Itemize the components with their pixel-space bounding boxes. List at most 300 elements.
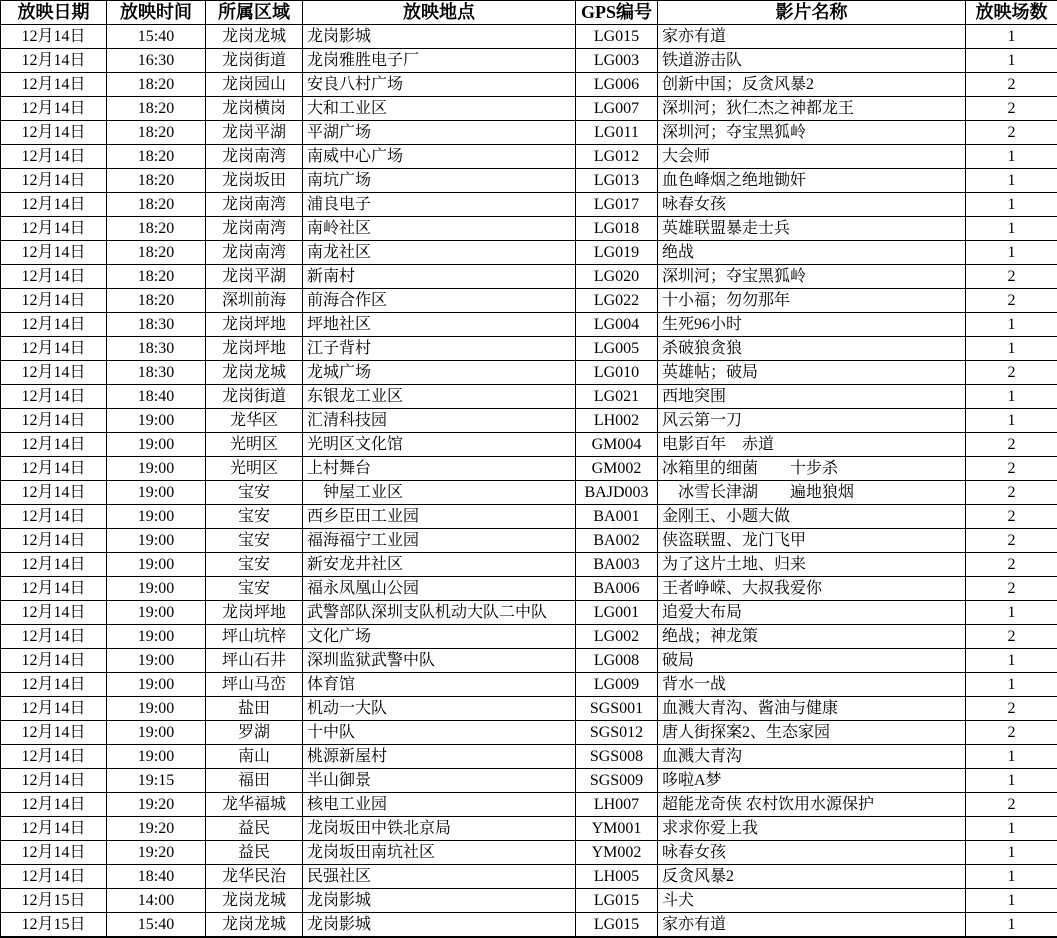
cell-gps-code: LG020 (576, 265, 658, 289)
table-row (1, 49, 1057, 73)
cell-district: 宝安 (206, 553, 303, 577)
cell-district: 龙华福城 (206, 793, 303, 817)
cell-show-count: 2 (966, 265, 1057, 289)
cell-film-title: 深圳河；夺宝黑狐岭 (658, 265, 966, 289)
cell-show-count: 1 (966, 649, 1057, 673)
cell-district: 龙岗龙城 (206, 913, 303, 938)
cell-district: 龙岗龙城 (206, 361, 303, 385)
cell-film-title: 绝战 (658, 241, 966, 265)
cell-location: 西乡臣田工业园 (303, 505, 576, 529)
cell-location: 龙岗坂田中铁北京局 (303, 817, 576, 841)
cell-date: 12月14日 (1, 553, 107, 577)
cell-film-title: 电影百年 赤道 (658, 433, 966, 457)
cell-location: 浦良电子 (303, 193, 576, 217)
cell-date: 12月14日 (1, 409, 107, 433)
table-row (1, 145, 1057, 169)
cell-film-title: 为了这片土地、归来 (658, 553, 966, 577)
cell-film-title: 冰箱里的细菌 十步杀 (658, 457, 966, 481)
table-row (1, 241, 1057, 265)
cell-film-title: 英雄帖；破局 (658, 361, 966, 385)
cell-date: 12月14日 (1, 769, 107, 793)
cell-district: 深圳前海 (206, 289, 303, 313)
cell-show-count: 1 (966, 385, 1057, 409)
cell-gps-code: LG021 (576, 385, 658, 409)
table-row (1, 553, 1057, 577)
cell-location: 南坑广场 (303, 169, 576, 193)
table-row (1, 337, 1057, 361)
cell-district: 盐田 (206, 697, 303, 721)
cell-gps-code: GM004 (576, 433, 658, 457)
cell-gps-code: SGS012 (576, 721, 658, 745)
cell-film-title: 血色峰烟之绝地锄奸 (658, 169, 966, 193)
cell-film-title: 深圳河；狄仁杰之神都龙王 (658, 97, 966, 121)
cell-date: 12月14日 (1, 601, 107, 625)
cell-district: 龙岗坪地 (206, 313, 303, 337)
cell-gps-code: BA001 (576, 505, 658, 529)
cell-location: 汇清科技园 (303, 409, 576, 433)
cell-film-title: 破局 (658, 649, 966, 673)
table-row (1, 25, 1057, 49)
cell-show-count: 1 (966, 913, 1057, 938)
cell-film-title: 深圳河；夺宝黑狐岭 (658, 121, 966, 145)
cell-date: 12月14日 (1, 649, 107, 673)
cell-time: 18:20 (107, 169, 206, 193)
cell-show-count: 2 (966, 361, 1057, 385)
table-row (1, 817, 1057, 841)
cell-show-count: 2 (966, 625, 1057, 649)
cell-location: 南龙社区 (303, 241, 576, 265)
cell-date: 12月14日 (1, 817, 107, 841)
cell-show-count: 2 (966, 121, 1057, 145)
cell-district: 龙岗坪地 (206, 337, 303, 361)
cell-date: 12月14日 (1, 217, 107, 241)
cell-gps-code: SGS001 (576, 697, 658, 721)
cell-gps-code: LG015 (576, 913, 658, 938)
cell-time: 19:20 (107, 817, 206, 841)
cell-district: 龙岗南湾 (206, 217, 303, 241)
table-row (1, 433, 1057, 457)
cell-district: 龙岗龙城 (206, 25, 303, 49)
table-row (1, 625, 1057, 649)
cell-gps-code: YM001 (576, 817, 658, 841)
cell-film-title: 家亦有道 (658, 913, 966, 938)
cell-location: 龙城广场 (303, 361, 576, 385)
cell-time: 19:00 (107, 409, 206, 433)
cell-film-title: 超能龙奇侠 农村饮用水源保护 (658, 793, 966, 817)
cell-date: 12月14日 (1, 841, 107, 865)
cell-time: 19:20 (107, 841, 206, 865)
cell-location: 民强社区 (303, 865, 576, 889)
cell-date: 12月14日 (1, 49, 107, 73)
cell-gps-code: GM002 (576, 457, 658, 481)
header-film-title: 影片名称 (658, 1, 966, 25)
cell-time: 15:40 (107, 25, 206, 49)
cell-district: 宝安 (206, 577, 303, 601)
table-row (1, 265, 1057, 289)
cell-district: 龙华区 (206, 409, 303, 433)
cell-show-count: 1 (966, 745, 1057, 769)
cell-district: 龙岗横岗 (206, 97, 303, 121)
cell-show-count: 2 (966, 577, 1057, 601)
cell-film-title: 求求你爱上我 (658, 817, 966, 841)
cell-date: 12月14日 (1, 577, 107, 601)
cell-time: 19:00 (107, 553, 206, 577)
cell-film-title: 冰雪长津湖 遍地狼烟 (658, 481, 966, 505)
cell-location: 福海福宁工业园 (303, 529, 576, 553)
cell-show-count: 2 (966, 73, 1057, 97)
cell-time: 19:00 (107, 457, 206, 481)
cell-gps-code: LG010 (576, 361, 658, 385)
cell-location: 体育馆 (303, 673, 576, 697)
table-row (1, 217, 1057, 241)
cell-location: 核电工业园 (303, 793, 576, 817)
cell-time: 18:20 (107, 121, 206, 145)
cell-time: 19:15 (107, 769, 206, 793)
cell-date: 12月14日 (1, 697, 107, 721)
cell-district: 龙岗南湾 (206, 241, 303, 265)
cell-location: 龙岗坂田南坑社区 (303, 841, 576, 865)
table-row (1, 601, 1057, 625)
cell-gps-code: YM002 (576, 841, 658, 865)
table-row (1, 649, 1057, 673)
cell-show-count: 2 (966, 97, 1057, 121)
cell-date: 12月15日 (1, 889, 107, 913)
cell-location: 文化广场 (303, 625, 576, 649)
cell-location: 钟屋工业区 (303, 481, 576, 505)
table-row (1, 577, 1057, 601)
cell-location: 平湖广场 (303, 121, 576, 145)
cell-district: 坪山坑梓 (206, 625, 303, 649)
cell-film-title: 大会师 (658, 145, 966, 169)
cell-time: 19:00 (107, 601, 206, 625)
cell-time: 19:00 (107, 577, 206, 601)
header-date: 放映日期 (1, 1, 107, 25)
cell-gps-code: LG002 (576, 625, 658, 649)
cell-time: 18:30 (107, 337, 206, 361)
cell-time: 19:00 (107, 745, 206, 769)
header-show-count: 放映场数 (966, 1, 1057, 25)
cell-district: 龙华民治 (206, 865, 303, 889)
cell-film-title: 创新中国；反贪风暴2 (658, 73, 966, 97)
cell-time: 18:20 (107, 265, 206, 289)
cell-date: 12月14日 (1, 73, 107, 97)
cell-district: 龙岗坪地 (206, 601, 303, 625)
cell-film-title: 咏春女孩 (658, 841, 966, 865)
table-row (1, 409, 1057, 433)
cell-show-count: 1 (966, 769, 1057, 793)
cell-show-count: 1 (966, 241, 1057, 265)
cell-film-title: 斗犬 (658, 889, 966, 913)
cell-location: 南岭社区 (303, 217, 576, 241)
cell-time: 16:30 (107, 49, 206, 73)
cell-film-title: 英雄联盟暴走士兵 (658, 217, 966, 241)
cell-gps-code: LH002 (576, 409, 658, 433)
cell-location: 桃源新屋村 (303, 745, 576, 769)
cell-show-count: 2 (966, 553, 1057, 577)
cell-date: 12月14日 (1, 121, 107, 145)
cell-location: 南威中心广场 (303, 145, 576, 169)
table-row (1, 457, 1057, 481)
cell-film-title: 西地突围 (658, 385, 966, 409)
table-row (1, 121, 1057, 145)
cell-location: 龙岗影城 (303, 889, 576, 913)
cell-show-count: 2 (966, 505, 1057, 529)
cell-location: 光明区文化馆 (303, 433, 576, 457)
cell-gps-code: LG012 (576, 145, 658, 169)
cell-date: 12月14日 (1, 793, 107, 817)
cell-date: 12月14日 (1, 673, 107, 697)
cell-time: 19:00 (107, 505, 206, 529)
cell-gps-code: LG003 (576, 49, 658, 73)
table-row (1, 865, 1057, 889)
cell-film-title: 血溅大青沟 (658, 745, 966, 769)
cell-show-count: 1 (966, 217, 1057, 241)
cell-location: 福永凤凰山公园 (303, 577, 576, 601)
cell-gps-code: LG001 (576, 601, 658, 625)
cell-show-count: 1 (966, 673, 1057, 697)
cell-film-title: 血溅大青沟、酱油与健康 (658, 697, 966, 721)
cell-date: 12月14日 (1, 145, 107, 169)
cell-show-count: 2 (966, 433, 1057, 457)
cell-district: 南山 (206, 745, 303, 769)
cell-gps-code: LG018 (576, 217, 658, 241)
table-row (1, 313, 1057, 337)
cell-district: 宝安 (206, 529, 303, 553)
cell-time: 18:30 (107, 361, 206, 385)
cell-date: 12月14日 (1, 457, 107, 481)
table-row (1, 889, 1057, 913)
cell-gps-code: LG017 (576, 193, 658, 217)
cell-gps-code: LG019 (576, 241, 658, 265)
cell-district: 光明区 (206, 433, 303, 457)
header-location: 放映地点 (303, 1, 576, 25)
cell-time: 19:00 (107, 673, 206, 697)
cell-film-title: 绝战；神龙策 (658, 625, 966, 649)
cell-show-count: 2 (966, 289, 1057, 313)
cell-date: 12月15日 (1, 913, 107, 938)
table-row (1, 913, 1057, 938)
cell-district: 龙岗龙城 (206, 889, 303, 913)
cell-district: 宝安 (206, 505, 303, 529)
cell-location: 龙岗影城 (303, 913, 576, 938)
cell-district: 龙岗街道 (206, 385, 303, 409)
cell-date: 12月14日 (1, 505, 107, 529)
cell-location: 十中队 (303, 721, 576, 745)
cell-gps-code: BAJD003 (576, 481, 658, 505)
cell-film-title: 王者峥嵘、大叔我爱你 (658, 577, 966, 601)
cell-date: 12月14日 (1, 241, 107, 265)
cell-location: 武警部队深圳支队机动大队二中队 (303, 601, 576, 625)
cell-date: 12月14日 (1, 265, 107, 289)
cell-location: 深圳监狱武警中队 (303, 649, 576, 673)
cell-film-title: 铁道游击队 (658, 49, 966, 73)
cell-date: 12月14日 (1, 481, 107, 505)
cell-date: 12月14日 (1, 529, 107, 553)
cell-show-count: 1 (966, 145, 1057, 169)
cell-film-title: 反贪风暴2 (658, 865, 966, 889)
cell-date: 12月14日 (1, 289, 107, 313)
table-row (1, 769, 1057, 793)
cell-district: 罗湖 (206, 721, 303, 745)
table-row (1, 73, 1057, 97)
cell-time: 18:20 (107, 217, 206, 241)
cell-time: 18:20 (107, 289, 206, 313)
cell-location: 龙岗影城 (303, 25, 576, 49)
header-time: 放映时间 (107, 1, 206, 25)
cell-date: 12月14日 (1, 97, 107, 121)
cell-film-title: 杀破狼贪狼 (658, 337, 966, 361)
cell-gps-code: LG011 (576, 121, 658, 145)
cell-gps-code: BA003 (576, 553, 658, 577)
cell-gps-code: BA002 (576, 529, 658, 553)
cell-district: 光明区 (206, 457, 303, 481)
cell-time: 18:40 (107, 865, 206, 889)
table-row (1, 481, 1057, 505)
cell-time: 18:40 (107, 385, 206, 409)
cell-show-count: 2 (966, 529, 1057, 553)
cell-location: 机动一大队 (303, 697, 576, 721)
cell-time: 18:30 (107, 313, 206, 337)
cell-show-count: 1 (966, 49, 1057, 73)
cell-gps-code: LG006 (576, 73, 658, 97)
cell-show-count: 1 (966, 601, 1057, 625)
cell-show-count: 2 (966, 481, 1057, 505)
cell-gps-code: LG004 (576, 313, 658, 337)
cell-location: 江子背村 (303, 337, 576, 361)
cell-time: 15:40 (107, 913, 206, 938)
cell-show-count: 1 (966, 841, 1057, 865)
cell-location: 东银龙工业区 (303, 385, 576, 409)
cell-show-count: 2 (966, 457, 1057, 481)
cell-gps-code: LG015 (576, 25, 658, 49)
cell-film-title: 家亦有道 (658, 25, 966, 49)
cell-date: 12月14日 (1, 313, 107, 337)
table-row (1, 745, 1057, 769)
cell-film-title: 背水一战 (658, 673, 966, 697)
cell-district: 福田 (206, 769, 303, 793)
cell-district: 益民 (206, 817, 303, 841)
table-row (1, 289, 1057, 313)
cell-gps-code: LG013 (576, 169, 658, 193)
cell-film-title: 咏春女孩 (658, 193, 966, 217)
table-row (1, 385, 1057, 409)
cell-gps-code: LH005 (576, 865, 658, 889)
table-row (1, 697, 1057, 721)
cell-district: 龙岗坂田 (206, 169, 303, 193)
cell-show-count: 2 (966, 721, 1057, 745)
cell-location: 大和工业区 (303, 97, 576, 121)
cell-time: 18:20 (107, 97, 206, 121)
cell-date: 12月14日 (1, 361, 107, 385)
cell-date: 12月14日 (1, 625, 107, 649)
cell-location: 新南村 (303, 265, 576, 289)
cell-date: 12月14日 (1, 433, 107, 457)
table-body (1, 25, 1057, 938)
cell-film-title: 追爱大布局 (658, 601, 966, 625)
cell-film-title: 十小福；勿勿那年 (658, 289, 966, 313)
cell-show-count: 1 (966, 889, 1057, 913)
cell-show-count: 1 (966, 409, 1057, 433)
cell-gps-code: BA006 (576, 577, 658, 601)
cell-show-count: 1 (966, 865, 1057, 889)
table-row (1, 793, 1057, 817)
cell-time: 18:20 (107, 241, 206, 265)
cell-location: 新安龙井社区 (303, 553, 576, 577)
cell-location: 坪地社区 (303, 313, 576, 337)
cell-gps-code: SGS009 (576, 769, 658, 793)
cell-date: 12月14日 (1, 865, 107, 889)
cell-time: 19:00 (107, 697, 206, 721)
cell-district: 龙岗园山 (206, 73, 303, 97)
table-row (1, 361, 1057, 385)
cell-location: 半山御景 (303, 769, 576, 793)
table-row (1, 529, 1057, 553)
cell-location: 安良八村广场 (303, 73, 576, 97)
cell-location: 前海合作区 (303, 289, 576, 313)
cell-gps-code: LG007 (576, 97, 658, 121)
cell-film-title: 哆啦A梦 (658, 769, 966, 793)
cell-time: 19:00 (107, 481, 206, 505)
cell-district: 龙岗南湾 (206, 145, 303, 169)
cell-location: 上村舞台 (303, 457, 576, 481)
header-row (1, 1, 1057, 25)
table-row (1, 841, 1057, 865)
cell-gps-code: LG005 (576, 337, 658, 361)
cell-show-count: 1 (966, 313, 1057, 337)
table-row (1, 169, 1057, 193)
table-row (1, 721, 1057, 745)
cell-show-count: 1 (966, 193, 1057, 217)
header-gps-code: GPS编号 (576, 1, 658, 25)
cell-time: 19:00 (107, 649, 206, 673)
cell-gps-code: LG008 (576, 649, 658, 673)
cell-show-count: 2 (966, 697, 1057, 721)
table-row (1, 97, 1057, 121)
cell-time: 19:00 (107, 433, 206, 457)
cell-time: 19:00 (107, 721, 206, 745)
cell-film-title: 唐人街探案2、生态家园 (658, 721, 966, 745)
cell-district: 龙岗平湖 (206, 265, 303, 289)
cell-gps-code: LG009 (576, 673, 658, 697)
cell-location: 龙岗雅胜电子厂 (303, 49, 576, 73)
cell-film-title: 生死96小时 (658, 313, 966, 337)
cell-film-title: 侠盗联盟、龙门飞甲 (658, 529, 966, 553)
cell-gps-code: LG015 (576, 889, 658, 913)
cell-time: 19:20 (107, 793, 206, 817)
cell-district: 宝安 (206, 481, 303, 505)
cell-district: 龙岗平湖 (206, 121, 303, 145)
cell-show-count: 1 (966, 817, 1057, 841)
cell-show-count: 1 (966, 337, 1057, 361)
cell-date: 12月14日 (1, 745, 107, 769)
cell-district: 坪山石井 (206, 649, 303, 673)
cell-gps-code: LH007 (576, 793, 658, 817)
cell-time: 18:20 (107, 145, 206, 169)
cell-time: 18:20 (107, 193, 206, 217)
cell-district: 坪山马峦 (206, 673, 303, 697)
cell-time: 18:20 (107, 73, 206, 97)
cell-gps-code: LG022 (576, 289, 658, 313)
table-row (1, 193, 1057, 217)
cell-show-count: 1 (966, 169, 1057, 193)
cell-district: 益民 (206, 841, 303, 865)
cell-time: 19:00 (107, 529, 206, 553)
cell-film-title: 风云第一刀 (658, 409, 966, 433)
cell-time: 19:00 (107, 625, 206, 649)
table-row (1, 673, 1057, 697)
cell-date: 12月14日 (1, 25, 107, 49)
cell-time: 14:00 (107, 889, 206, 913)
